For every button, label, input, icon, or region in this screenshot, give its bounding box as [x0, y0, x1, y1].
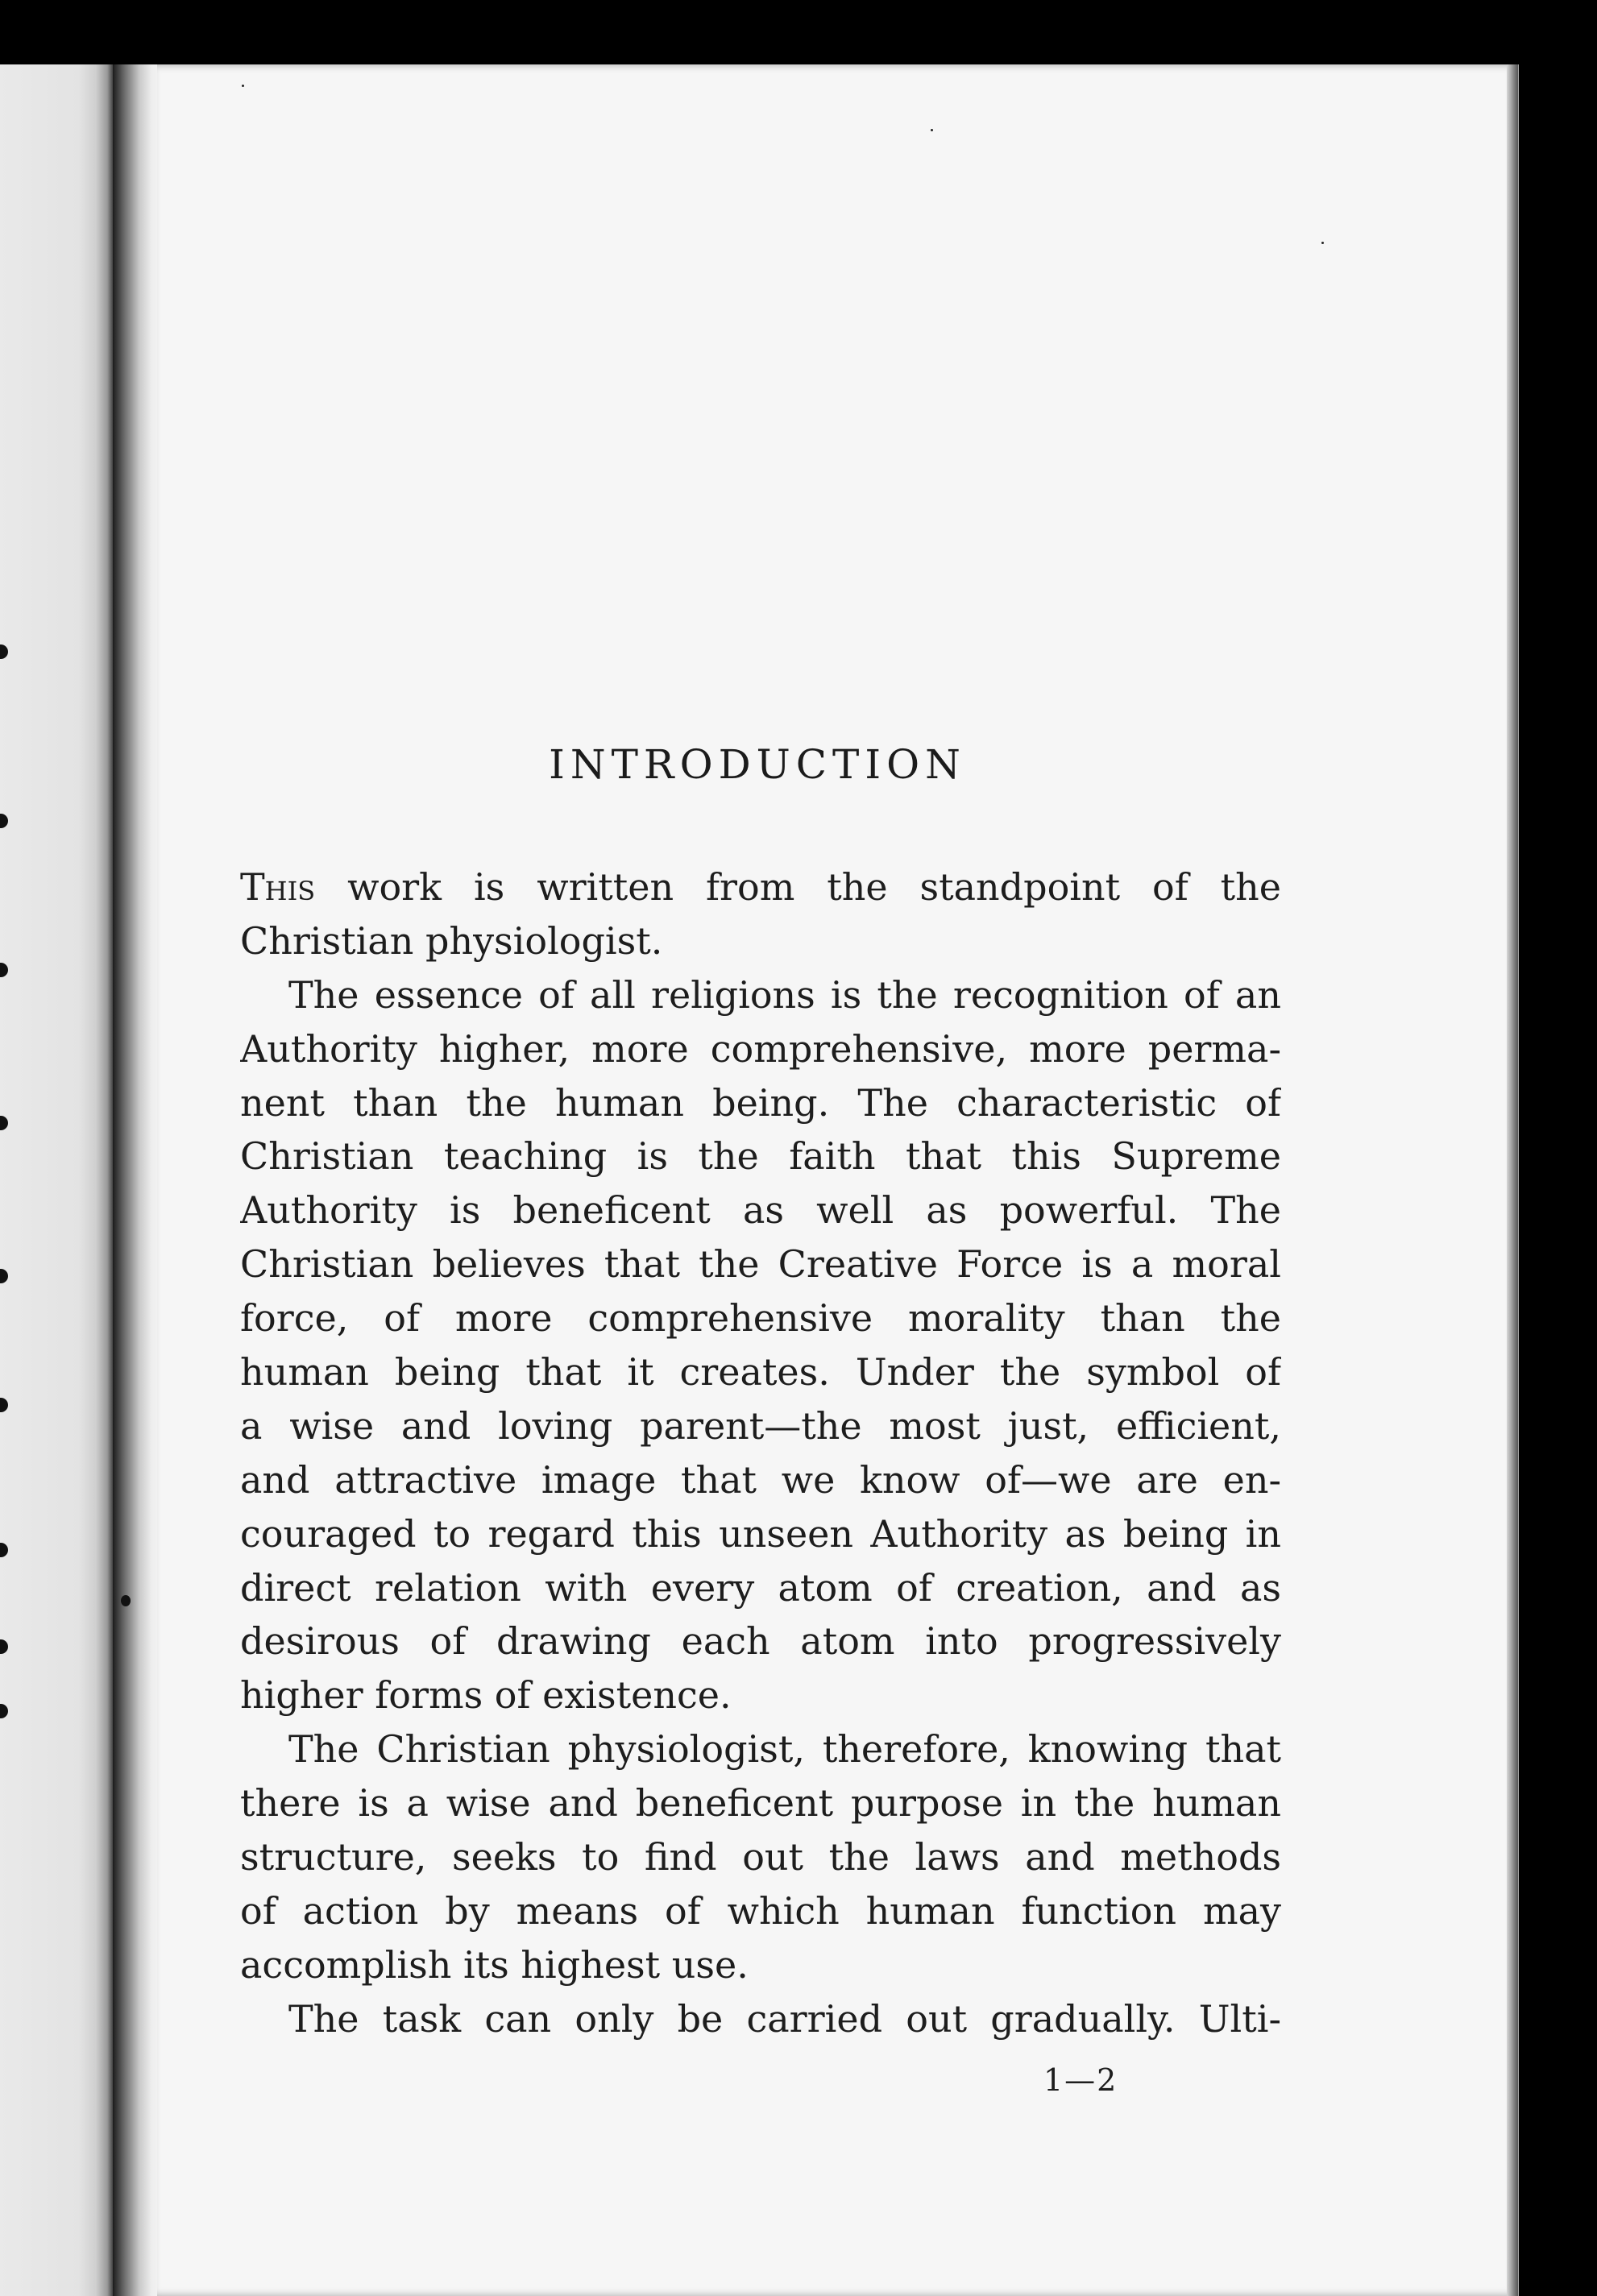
text-line	[240, 1507, 1281, 1561]
dust-speck	[1321, 242, 1324, 244]
line-text: a wise and loving parent—the most just, efficient,	[240, 1403, 1281, 1448]
line-text: human being that it creates. Under the symbol of	[240, 1350, 1281, 1395]
page-title: INTRODUCTION	[549, 741, 966, 788]
text-line	[240, 1022, 1281, 1076]
text-line	[240, 1938, 1281, 1992]
text-line	[240, 1722, 1281, 1776]
line-text: structure, seeks to find out the laws and methods	[240, 1835, 1281, 1879]
text-line	[240, 1561, 1281, 1615]
page-edge-shadow	[1507, 64, 1518, 2296]
line-text: Christian believes that the Creative Force is a moral	[240, 1242, 1281, 1287]
dust-speck	[242, 85, 244, 87]
margin-dot	[121, 1595, 131, 1606]
lead-word: This	[240, 865, 316, 909]
dust-speck	[931, 129, 933, 131]
text-line	[240, 1183, 1281, 1237]
text-line	[240, 968, 1281, 1022]
line-text: The task can only be carried out gradually. Ulti-	[288, 1996, 1281, 2041]
text-line	[240, 1237, 1281, 1291]
line-text: couraged to regard this unseen Authority as being in	[240, 1511, 1281, 1556]
line-text: accomplish its highest use.	[240, 1942, 749, 1987]
book-binding	[113, 64, 161, 2296]
line-text: Christian teaching is the faith that this Supreme	[240, 1134, 1281, 1179]
text-line	[240, 1776, 1281, 1830]
text-line	[240, 1884, 1281, 1938]
line-text: of action by means of which human function may	[240, 1888, 1281, 1933]
text-line	[240, 1076, 1281, 1130]
text-line	[240, 914, 1281, 968]
text-line	[240, 1614, 1281, 1668]
text-line	[240, 1399, 1281, 1453]
line-text: Authority is beneficent as well as powerful. The	[240, 1188, 1281, 1233]
line-text: The essence of all religions is the recognition of an	[288, 972, 1281, 1017]
line-text: desirous of drawing each atom into progressively	[240, 1619, 1281, 1664]
left-page-edge	[0, 64, 113, 2296]
line-text: force, of more comprehensive morality than the	[240, 1296, 1281, 1341]
line-text: work is written from the standpoint of the	[315, 865, 1281, 909]
line-text: higher forms of existence.	[240, 1673, 732, 1718]
line-text: nent than the human being. The characteristic of	[240, 1080, 1281, 1125]
text-line	[240, 1129, 1281, 1183]
text-line	[240, 1291, 1281, 1345]
page-signature: 1—2	[1043, 2062, 1118, 2098]
text-line	[240, 1830, 1281, 1884]
text-line	[240, 860, 1281, 914]
text-line	[240, 1992, 1281, 2046]
line-text: and attractive image that we know of—we are en-	[240, 1457, 1281, 1502]
line-text: there is a wise and beneficent purpose in the human	[240, 1781, 1281, 1826]
line-text: Authority higher, more comprehensive, more perma-	[240, 1026, 1281, 1071]
line-text: Christian physiologist.	[240, 918, 663, 963]
text-line	[240, 1668, 1281, 1722]
text-line	[240, 1453, 1281, 1507]
line-text: The Christian physiologist, therefore, knowing that	[288, 1727, 1281, 1772]
line-text: direct relation with every atom of creation, and as	[240, 1565, 1281, 1610]
body-text	[240, 860, 1281, 2046]
text-line	[240, 1345, 1281, 1399]
